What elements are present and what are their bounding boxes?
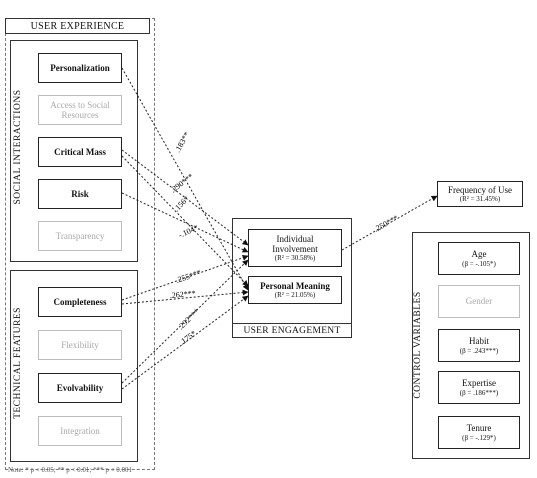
- coef-critical-mass-a: .290***: [168, 171, 195, 195]
- individual-involvement-line1: Individual: [276, 233, 314, 244]
- access-to-social-resources-label: Access to Social Resources: [50, 99, 110, 120]
- coef-risk: -.104*: [177, 222, 200, 240]
- personal-meaning-label: Personal Meaning: [260, 280, 330, 291]
- habit-label: Habit: [469, 336, 489, 347]
- coef-personalization: .183**: [172, 130, 192, 154]
- user-experience-title: USER EXPERIENCE: [5, 18, 150, 34]
- significance-note: Note: * p < 0.05; ** p < 0.01; *** p < 0.001: [8, 466, 133, 474]
- completeness-label: Completeness: [53, 296, 107, 307]
- risk-label: Risk: [71, 188, 89, 199]
- coef-involvement-frequency: .250***: [372, 213, 400, 234]
- social-interactions-label: SOCIAL INTERACTIONS: [13, 89, 23, 205]
- transparency-label: Transparency: [55, 230, 105, 241]
- coef-critical-mass-b: .156*: [171, 194, 191, 214]
- frequency-of-use-label: Frequency of Use: [448, 184, 512, 195]
- coef-evolvability-a: .292***: [176, 306, 202, 332]
- coef-completeness-a: .255***: [174, 267, 203, 285]
- critical-mass-label: Critical Mass: [54, 146, 106, 157]
- tenure-label: Tenure: [466, 423, 492, 434]
- integration-label: Integration: [60, 425, 100, 436]
- individual-involvement-r2: (R² = 30.58%): [274, 254, 316, 263]
- technical-features-label: TECHNICAL FEATURES: [13, 307, 23, 419]
- coef-evolvability-b: .175*: [177, 328, 198, 347]
- individual-involvement-line2: Involvement: [272, 243, 318, 254]
- age-label: Age: [471, 249, 487, 260]
- habit-beta: (β = .243***): [459, 346, 499, 355]
- gender-label: Gender: [465, 296, 493, 307]
- tenure-beta: (β = -.129*): [462, 433, 496, 442]
- flexibility-label: Flexibility: [61, 339, 99, 350]
- control-variables-label: CONTROL VARIABLES: [413, 291, 423, 399]
- frequency-of-use-r2: (R² = 31.45%): [459, 195, 501, 204]
- personalization-label: Personalization: [50, 62, 110, 73]
- expertise-label: Expertise: [462, 378, 496, 389]
- coef-completeness-b: .262***: [169, 288, 197, 300]
- age-beta: (β = -.105*): [462, 259, 496, 268]
- expertise-beta: (β = .186***): [459, 388, 499, 397]
- evolvability-label: Evolvability: [56, 382, 104, 393]
- personal-meaning-r2: (R² = 21.05%): [274, 291, 316, 300]
- user-engagement-title: USER ENGAGEMENT: [232, 323, 352, 338]
